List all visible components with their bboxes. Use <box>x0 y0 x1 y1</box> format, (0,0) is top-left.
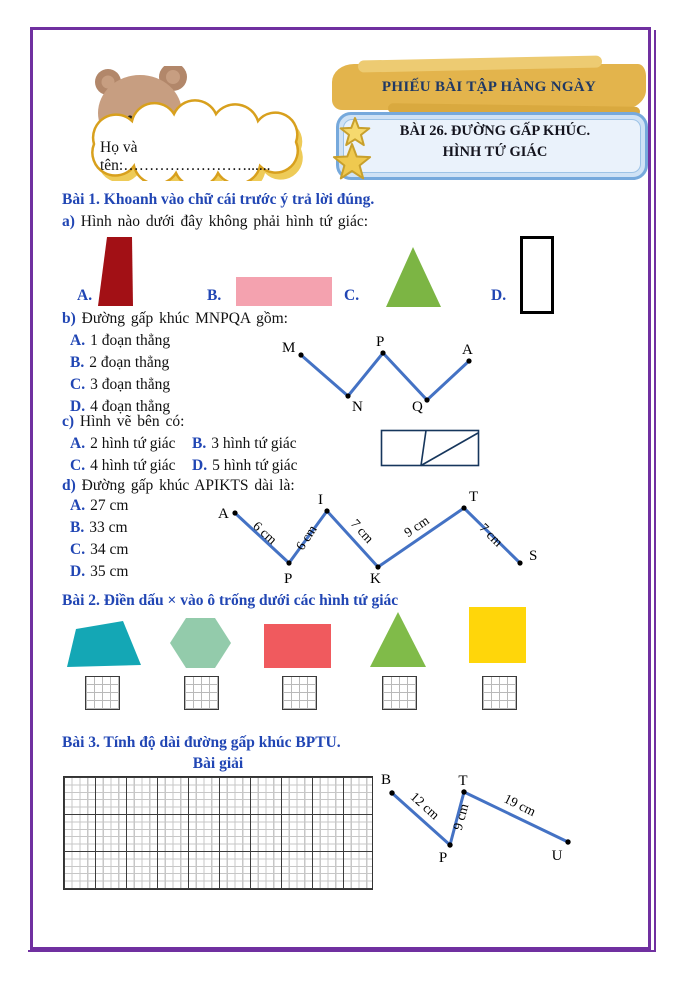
part-text: Hình nào dưới đây không phải hình tứ giác: <box>80 213 369 230</box>
option-b-c: C. 3 đoạn thẳng <box>70 376 171 393</box>
answer-box-4[interactable] <box>382 676 417 710</box>
star-icon <box>330 116 378 184</box>
option-c-a: A. 2 hình tứ giác <box>70 435 176 452</box>
point-label-t: T <box>458 773 468 789</box>
shape-green-triangle-2 <box>369 611 427 668</box>
part-text: Hình vẽ bên có: <box>79 413 185 430</box>
page-border-shadow-right <box>654 30 656 952</box>
shape-green-triangle <box>385 246 442 308</box>
segment-length-pt: 9 cm <box>449 802 472 832</box>
segment-length-ts: 7 cm <box>476 520 506 550</box>
broken-line <box>301 353 469 400</box>
shape-teal-quadrilateral <box>66 620 142 668</box>
point-label-b: B <box>380 772 392 788</box>
answer-box-1[interactable] <box>85 676 120 710</box>
point-label-p: P <box>438 850 448 866</box>
segment-length-ap: 6 cm <box>250 518 280 548</box>
point-label-t: T <box>469 489 479 505</box>
figure-broken-line-apikts <box>182 486 547 588</box>
worksheet-banner <box>332 64 646 110</box>
shape-red-rectangle <box>264 624 331 668</box>
option-d-b: B. 33 cm <box>70 519 128 536</box>
part-label: c) <box>62 413 75 430</box>
small-star-icon <box>341 118 370 145</box>
figure-broken-line-mnpqa <box>272 330 487 415</box>
page-border-shadow-bottom <box>28 950 656 952</box>
point-label-n: N <box>352 399 363 415</box>
point-label-p: P <box>284 571 293 587</box>
option-b-letter: B. <box>207 287 222 304</box>
shape-green-hexagon <box>169 617 232 669</box>
option-c-letter: C. <box>344 287 360 304</box>
exercise1-title: Bài 1. Khoanh vào chữ cái trước ý trả lời đúng. <box>62 191 375 208</box>
exercise1-part-c <box>62 413 185 431</box>
segment-length-tu: 19 cm <box>501 790 539 820</box>
shape-dark-red-quadrilateral <box>97 236 135 307</box>
option-b-b: B. 2 đoạn thẳng <box>70 354 170 371</box>
part-text: Đường gấp khúc APIKTS dài là: <box>81 477 295 494</box>
option-b-d: D. 4 đoạn thẳng <box>70 398 171 415</box>
segment-length-ik: 7 cm <box>347 516 377 546</box>
name-field[interactable]: Họ và tên:……………………...... <box>100 139 271 174</box>
banner-title: PHIẾU BÀI TẬP HÀNG NGÀY <box>381 79 597 95</box>
segment-length-kt: 9 cm <box>401 512 432 540</box>
option-a-letter: A. <box>77 287 93 304</box>
point-label-a: A <box>462 342 473 358</box>
point-label-q: Q <box>412 399 423 415</box>
answer-box-3[interactable] <box>282 676 317 710</box>
option-c-d: D. 5 hình tứ giác <box>192 457 298 474</box>
exercise1-part-a <box>62 213 368 231</box>
lesson-title-line1: BÀI 26. ĐƯỜNG GẤP KHÚC. <box>399 123 591 139</box>
point-label-s: S <box>529 548 538 564</box>
shape-yellow-square <box>469 607 526 663</box>
part-label: d) <box>62 477 76 494</box>
segment-length-pi: 6 cm <box>292 522 320 553</box>
segment-length-bp: 12 cm <box>407 788 443 823</box>
point-label-p: P <box>376 334 385 350</box>
figure-broken-line-bptu <box>372 752 597 872</box>
shape-pink-rectangle <box>236 277 332 306</box>
option-d-a: A. 27 cm <box>70 497 129 514</box>
option-c-b: B. 3 hình tứ giác <box>192 435 297 452</box>
option-c-c: C. 4 hình tứ giác <box>70 457 176 474</box>
exercise3-title: Bài 3. Tính độ dài đường gấp khúc BPTU. <box>62 734 341 751</box>
answer-box-5[interactable] <box>482 676 517 710</box>
big-star-icon <box>334 144 370 178</box>
option-d-d: D. 35 cm <box>70 563 129 580</box>
point-label-i: I <box>318 492 323 508</box>
lesson-title <box>354 121 636 163</box>
option-b-a: A. 1 đoạn thẳng <box>70 332 171 349</box>
point-label-a: A <box>218 506 229 522</box>
answer-box-2[interactable] <box>184 676 219 710</box>
point-label-k: K <box>370 571 381 587</box>
point-label-u: U <box>551 848 563 864</box>
part-label: b) <box>62 310 76 327</box>
option-d-c: C. 34 cm <box>70 541 129 558</box>
part-label: a) <box>62 213 75 230</box>
solution-label: Bài giải <box>192 755 244 772</box>
answer-grid[interactable] <box>63 776 373 890</box>
point-label-m: M <box>282 340 296 356</box>
exercise2-title: Bài 2. Điền dấu × vào ô trống dưới các hình tứ giác <box>62 592 399 609</box>
part-text: Đường gấp khúc MNPQA gồm: <box>81 310 288 327</box>
figure-divided-rectangle <box>380 427 482 469</box>
shape-white-rectangle <box>520 236 554 314</box>
exercise1-part-b <box>62 310 288 328</box>
option-d-letter: D. <box>491 287 507 304</box>
lesson-title-line2: HÌNH TỨ GIÁC <box>442 144 548 160</box>
